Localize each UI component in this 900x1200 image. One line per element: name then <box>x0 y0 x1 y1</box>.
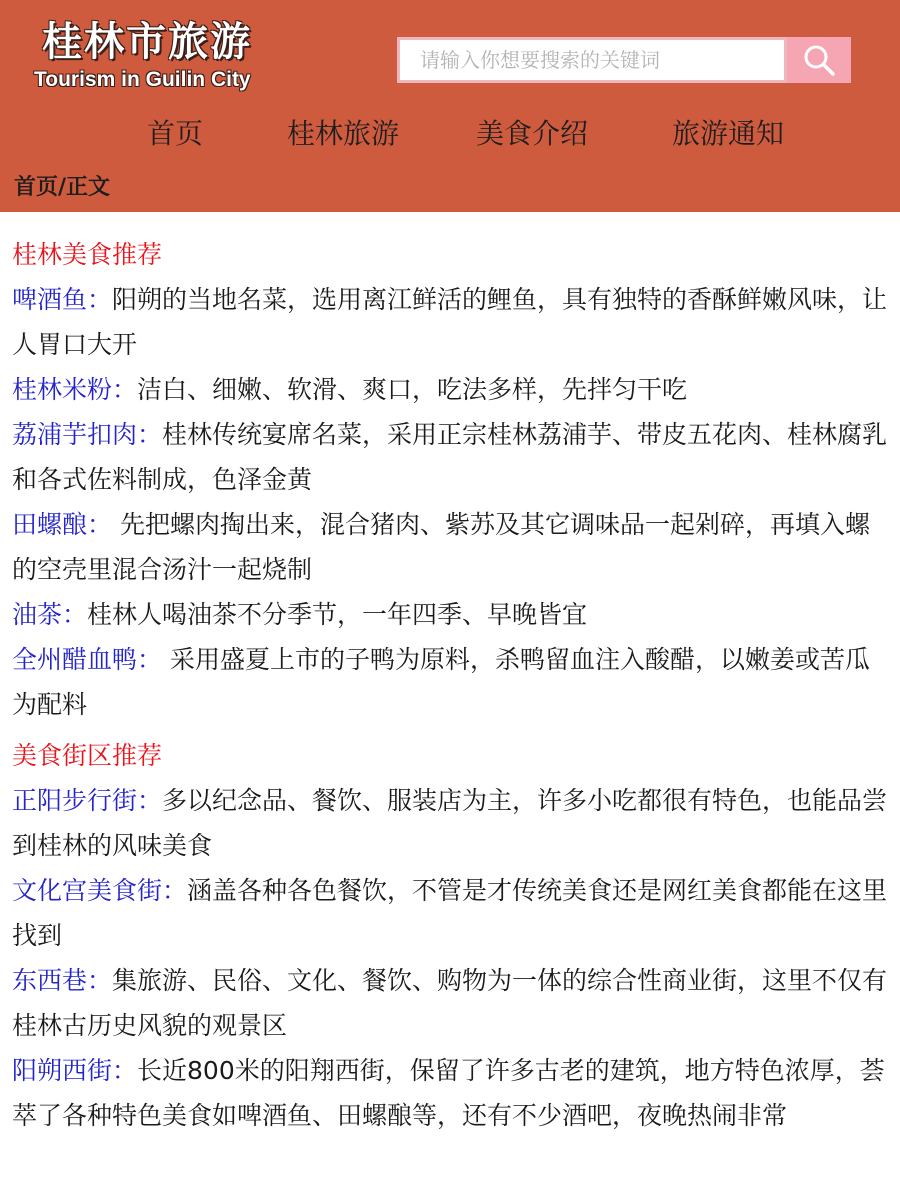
breadcrumb[interactable]: 首页/正文 <box>14 175 111 200</box>
street-item <box>12 868 890 958</box>
food-item-name: 油茶： <box>12 600 88 629</box>
food-item-desc: 洁白、细嫩、软滑、爽口，吃法多样，先拌匀干吃 <box>137 375 688 404</box>
food-item-name: 桂林米粉： <box>12 375 138 404</box>
street-item <box>12 958 890 1048</box>
nav-guilin-travel[interactable]: 桂林旅游 <box>287 117 400 150</box>
article-body <box>12 232 890 1138</box>
food-item <box>12 367 890 412</box>
site-header <box>0 0 900 212</box>
street-item-name: 阳朔西街： <box>12 1056 138 1085</box>
street-item-name: 东西巷： <box>12 966 113 995</box>
food-item <box>12 502 890 592</box>
main-nav <box>0 112 900 156</box>
food-item-name: 啤酒鱼： <box>12 285 113 314</box>
food-item-desc: 阳朔的当地名菜，选用离江鲜活的鲤鱼，具有独特的香酥鲜嫩风味，让人胃口大开 <box>12 285 888 359</box>
street-item-name: 正阳步行街： <box>12 786 163 815</box>
food-item-name: 田螺酿： <box>12 510 113 539</box>
food-item <box>12 637 890 727</box>
street-item-desc: 多以纪念品、餐饮、服装店为主，许多小吃都很有特色，也能品尝到桂林的风味美食 <box>12 786 888 860</box>
food-item-name: 荔浦芋扣肉： <box>12 420 163 449</box>
search-bar <box>397 37 851 83</box>
section-title-streets: 美食街区推荐 <box>12 741 163 770</box>
section-title-food: 桂林美食推荐 <box>12 240 163 269</box>
logo-chinese-title: 桂林市旅游 <box>42 18 252 65</box>
logo-english-title: Tourism in Guilin City <box>34 68 251 91</box>
street-item <box>12 1048 890 1138</box>
street-item-name: 文化宫美食街： <box>12 876 188 905</box>
food-item-desc: 采用盛夏上市的子鸭为原料，杀鸭留血注入酸醋，以嫩姜或苦瓜为配料 <box>12 645 870 719</box>
nav-home[interactable]: 首页 <box>147 117 204 150</box>
site-logo[interactable] <box>34 18 252 92</box>
nav-food-intro[interactable]: 美食介绍 <box>476 117 589 150</box>
food-item-desc: 桂林人喝油茶不分季节，一年四季、早晚皆宜 <box>87 600 588 629</box>
food-item-desc: 桂林传统宴席名菜，采用正宗桂林荔浦芋、带皮五花肉、桂林腐乳和各式佐料制成，色泽金黄 <box>12 420 888 494</box>
food-item-name: 全州醋血鸭： <box>12 645 163 674</box>
search-button[interactable] <box>787 37 851 83</box>
street-item <box>12 778 890 868</box>
food-item-desc: 先把螺肉掏出来，混合猪肉、紫苏及其它调味品一起剁碎，再填入螺的空壳里混合汤汁一起烧制 <box>12 510 870 584</box>
food-item <box>12 277 890 367</box>
food-item <box>12 412 890 502</box>
food-item <box>12 592 890 637</box>
street-item-desc: 长近800米的阳翔西街，保留了许多古老的建筑，地方特色浓厚，荟萃了各种特色美食如啤酒鱼、田螺酿等，还有不少酒吧，夜晚热闹非常 <box>12 1056 885 1130</box>
search-icon <box>802 43 836 77</box>
search-input[interactable] <box>397 37 787 83</box>
street-item-desc: 涵盖各种各色餐饮，不管是才传统美食还是网红美食都能在这里找到 <box>12 876 888 950</box>
street-item-desc: 集旅游、民俗、文化、餐饮、购物为一体的综合性商业街，这里不仅有桂林古历史风貌的观景区 <box>12 966 888 1040</box>
nav-travel-notice[interactable]: 旅游通知 <box>672 117 785 150</box>
